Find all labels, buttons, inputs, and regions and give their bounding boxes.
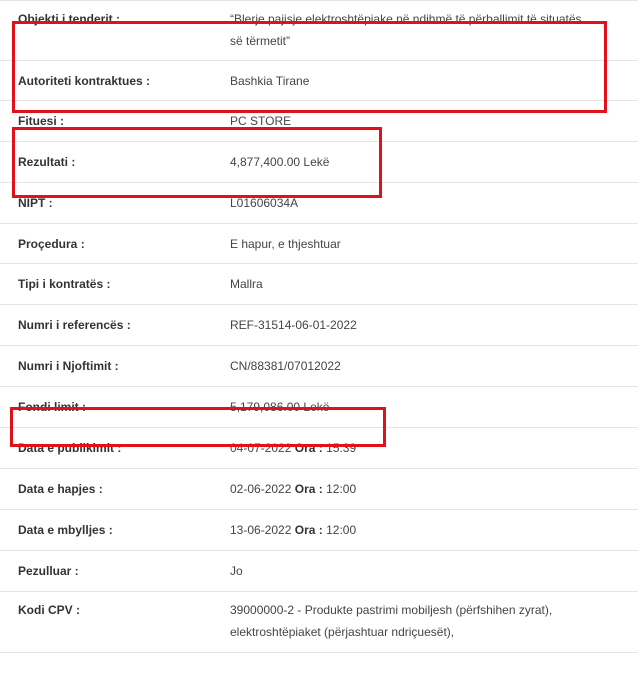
row-value xyxy=(230,469,638,509)
row-data-publikimit xyxy=(0,428,638,469)
row-value: 4,877,400.00 Lekë xyxy=(230,155,330,169)
row-label: Data e mbylljes : xyxy=(18,523,113,537)
row-value: REF-31514-06-01-2022 xyxy=(230,318,357,332)
row-fondi-limit xyxy=(0,387,638,428)
row-nipt xyxy=(0,183,638,224)
ora-label: Ora : xyxy=(294,523,323,537)
row-label: Proçedura : xyxy=(18,237,85,251)
row-label: Numri i Njoftimit : xyxy=(18,359,119,373)
row-label: Fondi limit : xyxy=(18,400,86,414)
row-label: Numri i referencës : xyxy=(18,318,131,332)
row-value xyxy=(230,510,638,550)
row-label: Kodi CPV : xyxy=(18,603,80,617)
row-label: Tipi i kontratës : xyxy=(18,277,111,291)
row-label: Rezultati : xyxy=(18,155,76,169)
row-label: Fituesi : xyxy=(18,114,65,128)
row-label: Pezulluar : xyxy=(18,564,79,578)
row-value: L01606034A xyxy=(230,196,299,210)
row-data-hapjes xyxy=(0,469,638,510)
row-label: Autoriteti kontraktues : xyxy=(18,74,151,88)
time-value: 12:00 xyxy=(326,523,357,537)
row-label: Data e hapjes : xyxy=(18,482,103,496)
row-label: Data e publikimit : xyxy=(18,441,122,455)
date-value: 13-06-2022 xyxy=(230,523,292,537)
date-value: 04-07-2022 xyxy=(230,441,292,455)
row-value: Mallra xyxy=(230,277,263,291)
row-objekti xyxy=(0,0,638,61)
row-fituesi xyxy=(0,101,638,142)
row-rezultati xyxy=(0,142,638,183)
date-value: 02-06-2022 xyxy=(230,482,292,496)
time-value: 15:39 xyxy=(326,441,357,455)
row-tipi-kontrates xyxy=(0,264,638,305)
time-value: 12:00 xyxy=(326,482,357,496)
row-value: “Blerje pajisje elektroshtëpiake në ndihmë të përballimit të situatës së tërmetit” xyxy=(230,12,582,48)
row-value: Jo xyxy=(230,564,243,578)
row-value: 39000000-2 - Produkte pastrimi mobiljesh (përfshihen zyrat), elektroshtëpiaket (përjashtuar ndriçuesët), xyxy=(230,603,553,639)
row-kodi-cpv xyxy=(0,592,638,653)
row-value: CN/88381/07012022 xyxy=(230,359,341,373)
row-procedura xyxy=(0,224,638,264)
row-label: NIPT : xyxy=(18,196,53,210)
row-value: PC STORE xyxy=(230,114,292,128)
row-pezulluar xyxy=(0,551,638,592)
row-numri-njoftimit xyxy=(0,346,638,387)
row-data-mbylljes xyxy=(0,510,638,551)
row-value: E hapur, e thjeshtuar xyxy=(230,237,341,251)
row-numri-references xyxy=(0,305,638,346)
ora-label: Ora : xyxy=(294,441,323,455)
ora-label: Ora : xyxy=(294,482,323,496)
row-label: Objekti i tenderit : xyxy=(18,12,121,26)
row-value: 5,179,086.00 Lekë xyxy=(230,400,330,414)
row-value: Bashkia Tirane xyxy=(230,74,310,88)
row-autoriteti xyxy=(0,61,638,101)
row-value xyxy=(230,428,638,468)
